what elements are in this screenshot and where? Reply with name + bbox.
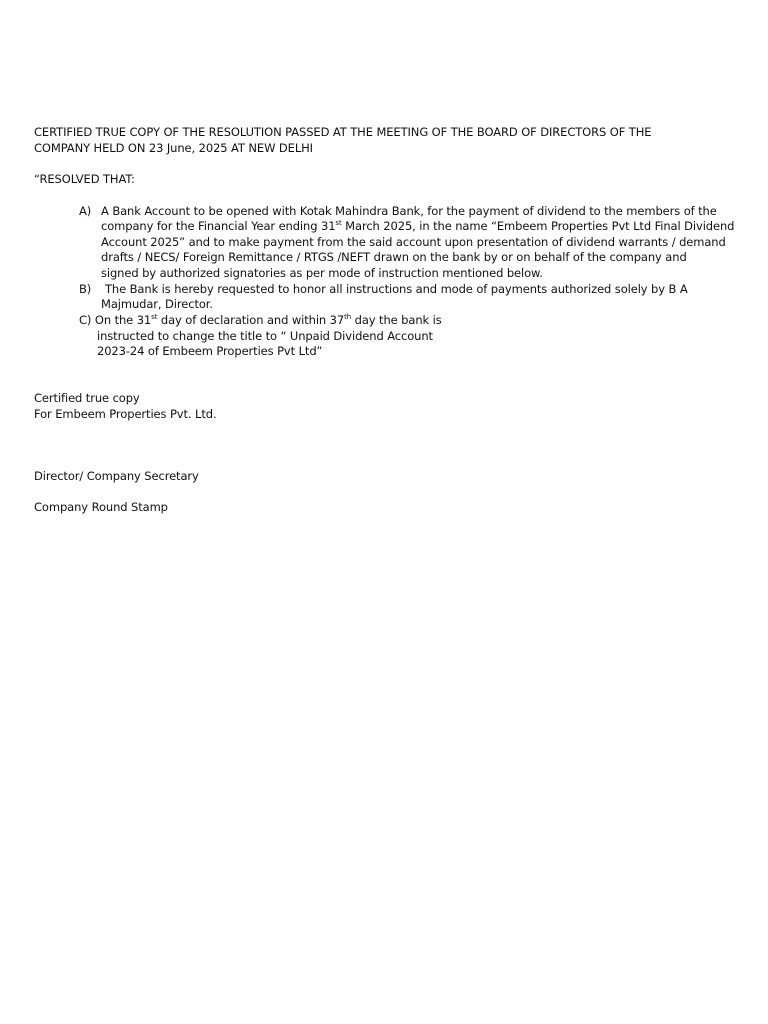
heading-line-2: COMPANY HELD ON 23 June, 2025 AT NEW DELHI (34, 141, 313, 155)
item-b-line-1: The Bank is hereby requested to honor all instructions and mode of payments authorized solely by B A (105, 282, 688, 296)
company-stamp-label: Company Round Stamp (34, 500, 168, 514)
item-c-line-2: instructed to change the title to “ Unpaid Dividend Account (97, 329, 433, 343)
item-a-line-4: drafts / NECS/ Foreign Remittance / RTGS /NEFT drawn on the bank by or on behalf of the company and (101, 250, 687, 264)
signatory-designation: Director/ Company Secretary (34, 469, 199, 483)
resolved-heading: “RESOLVED THAT: (34, 172, 135, 186)
item-a-line-5: signed by authorized signatories as per mode of instruction mentioned below. (101, 266, 543, 280)
item-a-line-3: Account 2025” and to make payment from the said account upon presentation of dividend warrants / demand (101, 235, 726, 249)
item-b-marker: B) (79, 282, 92, 296)
item-a-line-2: company for the Financial Year ending 31st March 2025, in the name “Embeem Properties Pvt Ltd Final Dividend (101, 219, 735, 233)
item-b-line-2: Majmudar, Director. (101, 297, 213, 311)
item-a-line-1: A Bank Account to be opened with Kotak Mahindra Bank, for the payment of dividend to the members of the (101, 204, 717, 218)
item-a-marker: A) (79, 204, 92, 218)
item-c-line-1: C) On the 31st day of declaration and within 37th day the bank is (79, 313, 442, 327)
for-company: For Embeem Properties Pvt. Ltd. (34, 407, 217, 421)
certified-true-copy: Certified true copy (34, 391, 140, 405)
heading-line-1: CERTIFIED TRUE COPY OF THE RESOLUTION PASSED AT THE MEETING OF THE BOARD OF DIRECTORS OF THE (34, 125, 652, 139)
item-c-line-3: 2023-24 of Embeem Properties Pvt Ltd” (97, 344, 323, 358)
